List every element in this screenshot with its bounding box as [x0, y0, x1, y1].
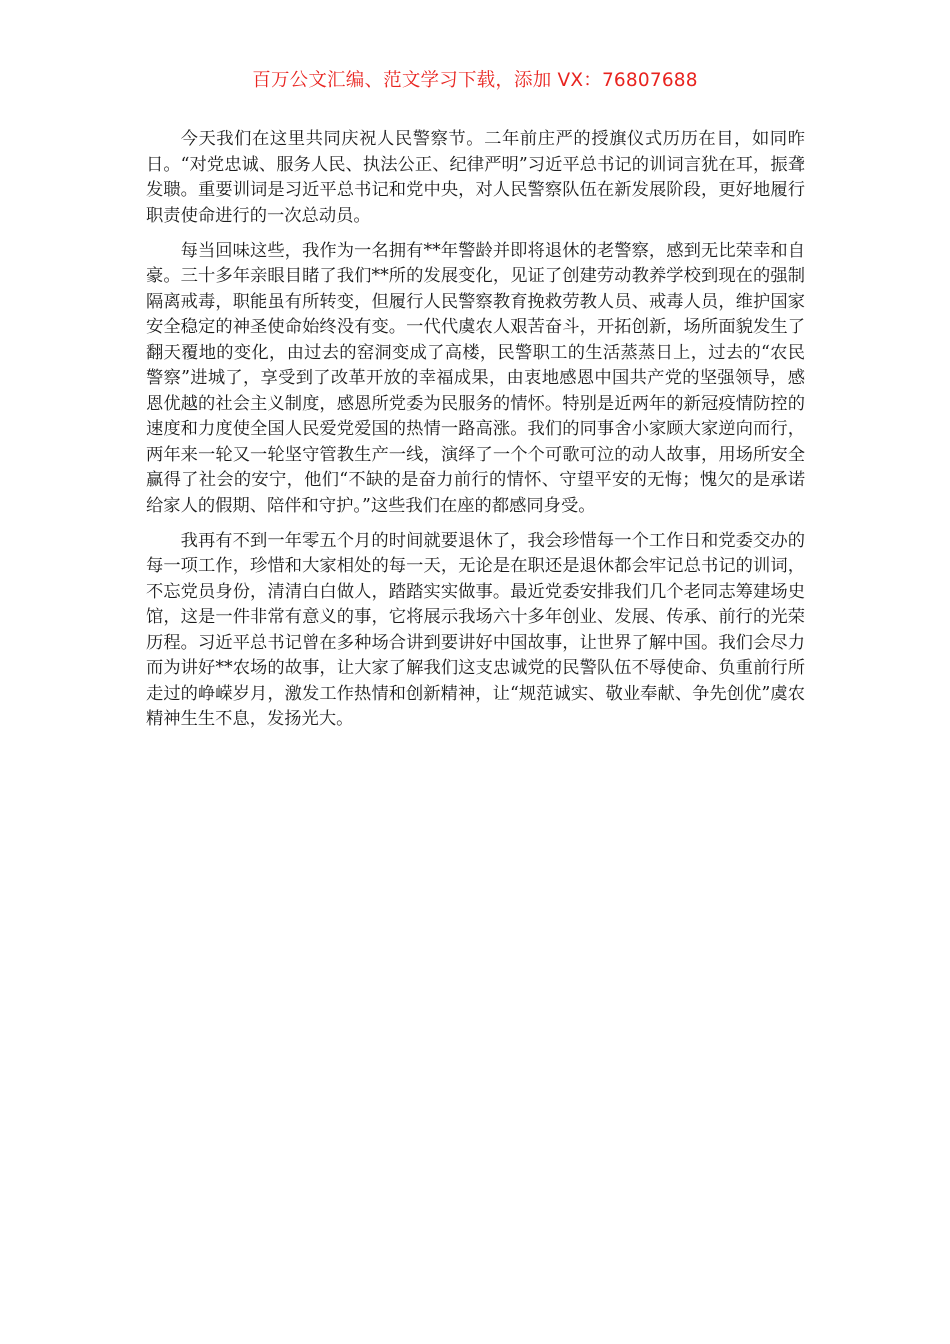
document-body [146, 127, 805, 742]
paragraph-2: 每当回味这些，我作为一名拥有**年警龄并即将退休的老警察，感到无比荣幸和自豪。三十多年亲眼目睹了我们**所的发展变化，见证了创建劳动教养学校到现在的强制隔离戒毒，职能虽有所转变，但履行人民警察教育挽救劳教人员、戒毒人员，维护国家安全稳定的神圣使命始终没有变。一代代虞农人艰苦奋斗，开拓创新，场所面貌发生了翻天覆地的变化，由过去的窑洞变成了高楼，民警职工的生活蒸蒸日上，过去的“农民警察”进城了，享受到了改革开放的幸福成果，由衷地感恩中国共产党的坚强领导，感恩优越的社会主义制度，感恩所党委为民服务的情怀。特别是近两年的新冠疫情防控的速度和力度使全国人民爱党爱国的热情一路高涨。我们的同事舍小家顾大家逆向而行，两年来一轮又一轮坚守管教生产一线，演绎了一个个可歌可泣的动人故事，用场所安全赢得了社会的安宁，他们“不缺的是奋力前行的情怀、守望平安的无悔；愧欠的是承诺给家人的假期、陪伴和守护。”这些我们在座的都感同身受。 [146, 240, 805, 516]
paragraph-1: 今天我们在这里共同庆祝人民警察节。二年前庄严的授旗仪式历历在目，如同昨日。“对党忠诚、服务人民、执法公正、纪律严明”习近平总书记的训词言犹在耳，振聋发聩。重要训词是习近平总书记和党中央，对人民警察队伍在新发展阶段，更好地履行职责使命进行的一次总动员。 [146, 129, 805, 226]
paragraph-3: 我再有不到一年零五个月的时间就要退休了，我会珍惜每一个工作日和党委交办的每一项工作，珍惜和大家相处的每一天，无论是在职还是退休都会牢记总书记的训词，不忘党员身份，清清白白做人，踏踏实实做事。最近党委安排我们几个老同志筹建场史馆，这是一件非常有意义的事，它将展示我场六十多年创业、发展、传承、前行的光荣历程。习近平总书记曾在多种场合讲到要讲好中国故事，让世界了解中国。我们会尽力而为讲好**农场的故事，让大家了解我们这支忠诚党的民警队伍不辱使命、负重前行所走过的峥嵘岁月，激发工作热情和创新精神，让“规范诚实、敬业奉献、争先创优”虞农精神生生不息，发扬光大。 [146, 530, 805, 729]
header-watermark: 百万公文汇编、范文学习下载，添加 VX：76807688 [252, 70, 698, 91]
